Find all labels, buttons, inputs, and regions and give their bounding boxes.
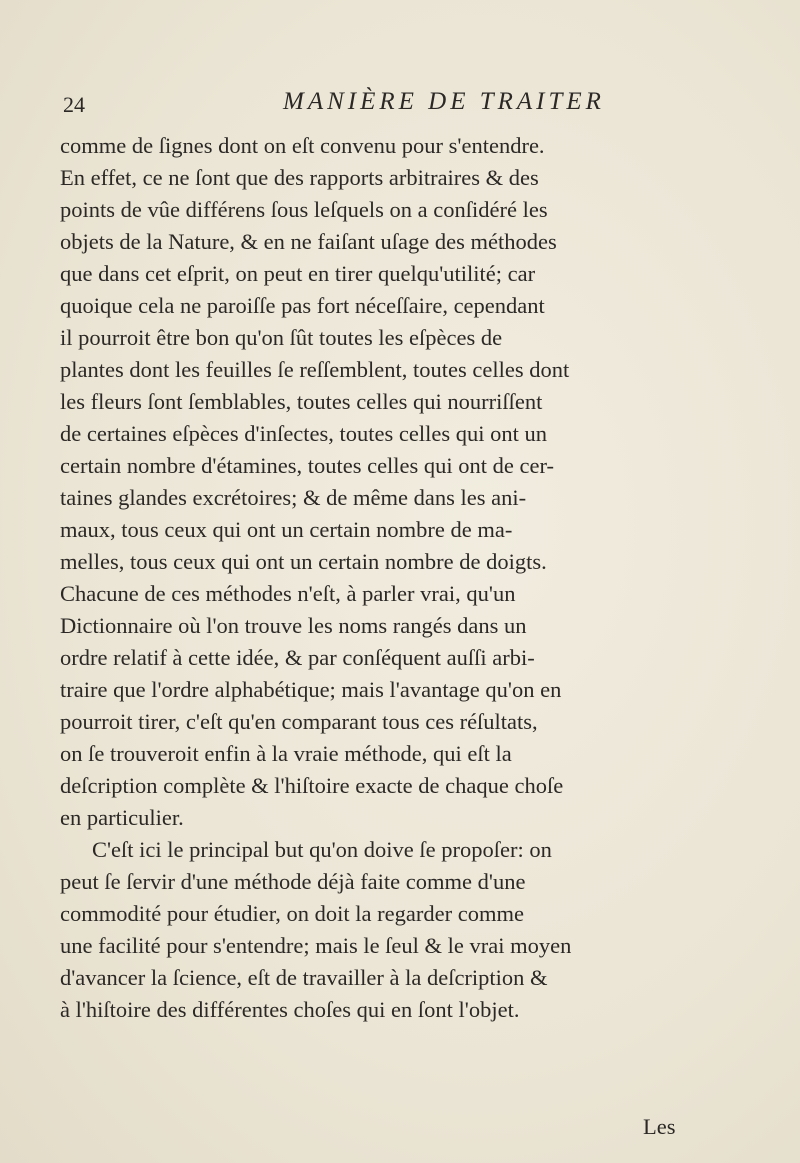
text-line: peut ſe ſervir d'une méthode déjà faite comme d'une: [60, 869, 526, 894]
text-line: quoique cela ne paroiſſe pas fort néceſſaire, cependant: [60, 293, 545, 318]
text-line: en particulier.: [60, 805, 184, 830]
text-line: certain nombre d'étamines, toutes celles qui ont de cer-: [60, 453, 555, 478]
text-line: commodité pour étudier, on doit la regarder comme: [60, 901, 524, 926]
text-line: traire que l'ordre alphabétique; mais l'avantage qu'on en: [60, 677, 562, 702]
text-line: une facilité pour s'entendre; mais le ſeul & le vrai moyen: [60, 933, 572, 958]
text-line: melles, tous ceux qui ont un certain nombre de doigts.: [60, 549, 547, 574]
running-title: MANIÈRE DE TRAITER: [283, 88, 605, 115]
text-line: Chacune de ces méthodes n'eſt, à parler vrai, qu'un: [60, 581, 516, 606]
text-line: maux, tous ceux qui ont un certain nombre de ma-: [60, 517, 513, 542]
catchword: Les: [643, 1114, 676, 1139]
text-line: En effet, ce ne ſont que des rapports arbitraires & des: [60, 165, 539, 190]
text-line: Dictionnaire où l'on trouve les noms rangés dans un: [60, 613, 527, 638]
text-line: points de vûe différens ſous leſquels on a conſidéré les: [60, 197, 548, 222]
text-line: plantes dont les feuilles ſe reſſemblent, toutes celles dont: [60, 357, 570, 382]
text-line: il pourroit être bon qu'on ſût toutes les eſpèces de: [60, 325, 503, 350]
text-line: comme de ſignes dont on eſt convenu pour s'entendre.: [60, 133, 545, 158]
text-line: ordre relatif à cette idée, & par conſéquent auſſi arbi-: [60, 645, 535, 670]
text-line: d'avancer la ſcience, eſt de travailler à la deſcription &: [60, 965, 548, 990]
body-text: [60, 130, 740, 1026]
text-line: C'eſt ici le principal but qu'on doive ſe propoſer: on: [92, 837, 552, 862]
text-line: objets de la Nature, & en ne faiſant uſage des méthodes: [60, 229, 557, 254]
text-line: les fleurs ſont ſemblables, toutes celles qui nourriſſent: [60, 389, 543, 414]
text-line: de certaines eſpèces d'inſectes, toutes celles qui ont un: [60, 421, 548, 446]
text-line: taines glandes excrétoires; & de même dans les ani-: [60, 485, 527, 510]
page-header: [60, 88, 700, 128]
text-line: pourroit tirer, c'eſt qu'en comparant tous ces réſultats,: [60, 709, 538, 734]
page-number: 24: [63, 92, 85, 117]
text-line: deſcription complète & l'hiſtoire exacte de chaque choſe: [60, 773, 564, 798]
text-line: que dans cet eſprit, on peut en tirer quelqu'utilité; car: [60, 261, 536, 286]
text-line: on ſe trouveroit enfin à la vraie méthode, qui eſt la: [60, 741, 512, 766]
text-line: à l'hiſtoire des différentes choſes qui en ſont l'objet.: [60, 997, 520, 1022]
